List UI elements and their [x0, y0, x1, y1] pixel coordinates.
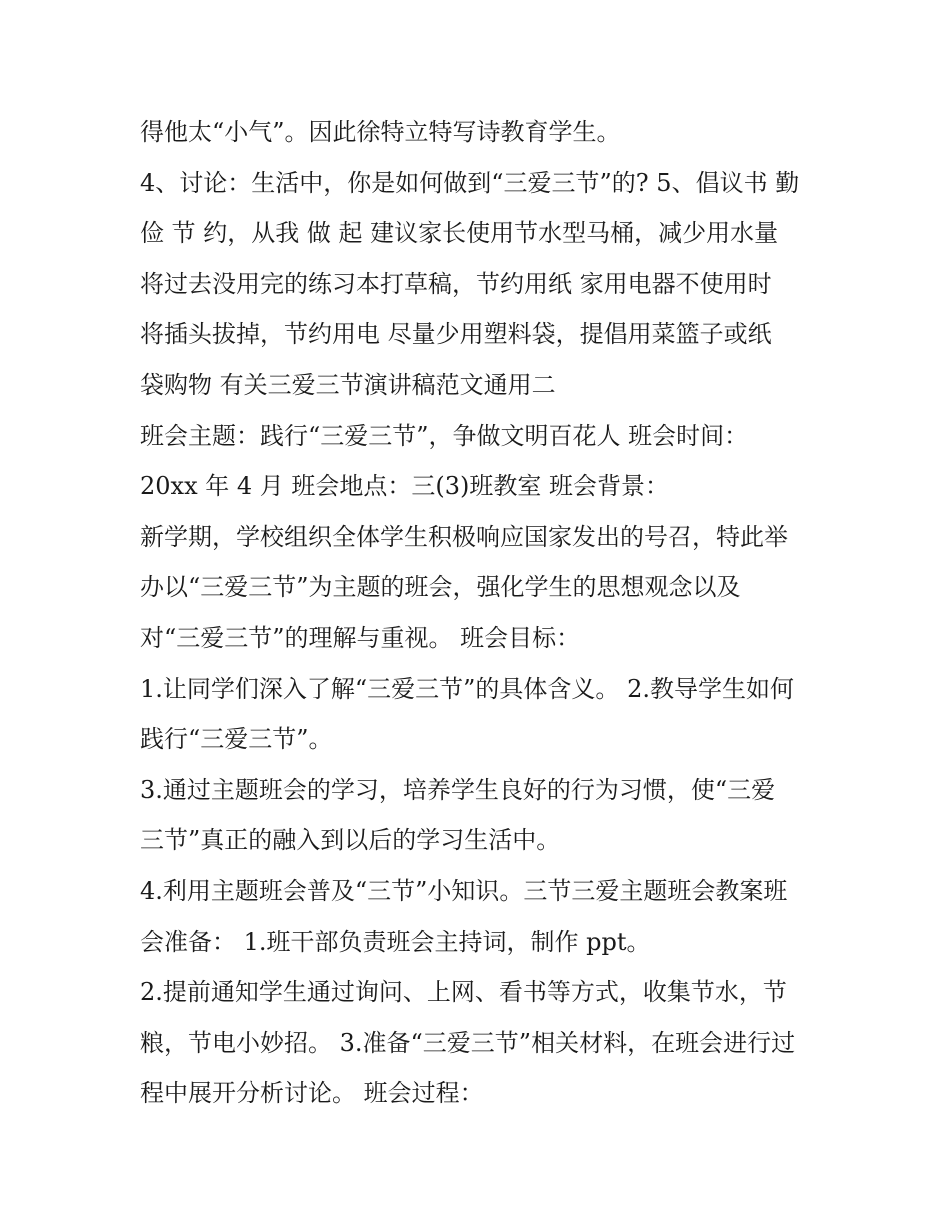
text-line: 三节”真正的融入到以后的学习生活中。	[140, 826, 561, 855]
text-line: 对“三爱三节”的理解与重视。 班会目标：	[140, 623, 581, 652]
text-line: 程中展开分析讨论。 班会过程：	[140, 1079, 484, 1108]
text-line: 3.通过主题班会的学习，培养学生良好的行为习惯，使“三爱	[140, 775, 776, 804]
text-line: 会准备： 1.班干部负责班会主持词，制作 ppt。	[140, 927, 651, 956]
text-line: 2.提前通知学生通过询问、上网、看书等方式，收集节水，节	[140, 978, 787, 1007]
text-line: 将插头拔掉，节约用电 尽量少用塑料袋，提倡用菜篮子或纸	[140, 320, 772, 349]
text-line: 粮，节电小妙招。 3.准备“三爱三节”相关材料，在班会进行过	[140, 1028, 796, 1057]
body-text	[140, 107, 840, 1119]
text-line: 得他太“小气”。因此徐特立特写诗教育学生。	[140, 118, 621, 146]
text-line: 践行“三爱三节”。	[140, 725, 333, 754]
text-line: 4.利用主题班会普及“三节”小知识。三节三爱主题班会教案班	[140, 876, 788, 905]
text-line: 20xx 年 4 月 班会地点：三(3)班教室 班会背景：	[140, 472, 670, 501]
text-line: 1.让同学们深入了解“三爱三节”的具体含义。 2.教导学生如何	[140, 674, 794, 703]
text-line: 新学期，学校组织全体学生积极响应国家发出的号召，特此举	[140, 522, 788, 551]
text-line: 将过去没用完的练习本打草稿，节约用纸 家用电器不使用时	[140, 269, 772, 298]
text-line: 班会主题：践行“三爱三节”，争做文明百花人 班会时间：	[140, 421, 749, 450]
text-line: 4、讨论：生活中，你是如何做到“三爱三节”的? 5、倡议书 勤	[140, 168, 800, 197]
text-line: 办以“三爱三节”为主题的班会，强化学生的思想观念以及	[140, 573, 741, 602]
text-line: 袋购物 有关三爱三节演讲稿范文通用二	[140, 370, 556, 399]
text-line: 俭 节 约，从我 做 起 建议家长使用节水型马桶，减少用水量	[140, 219, 779, 248]
